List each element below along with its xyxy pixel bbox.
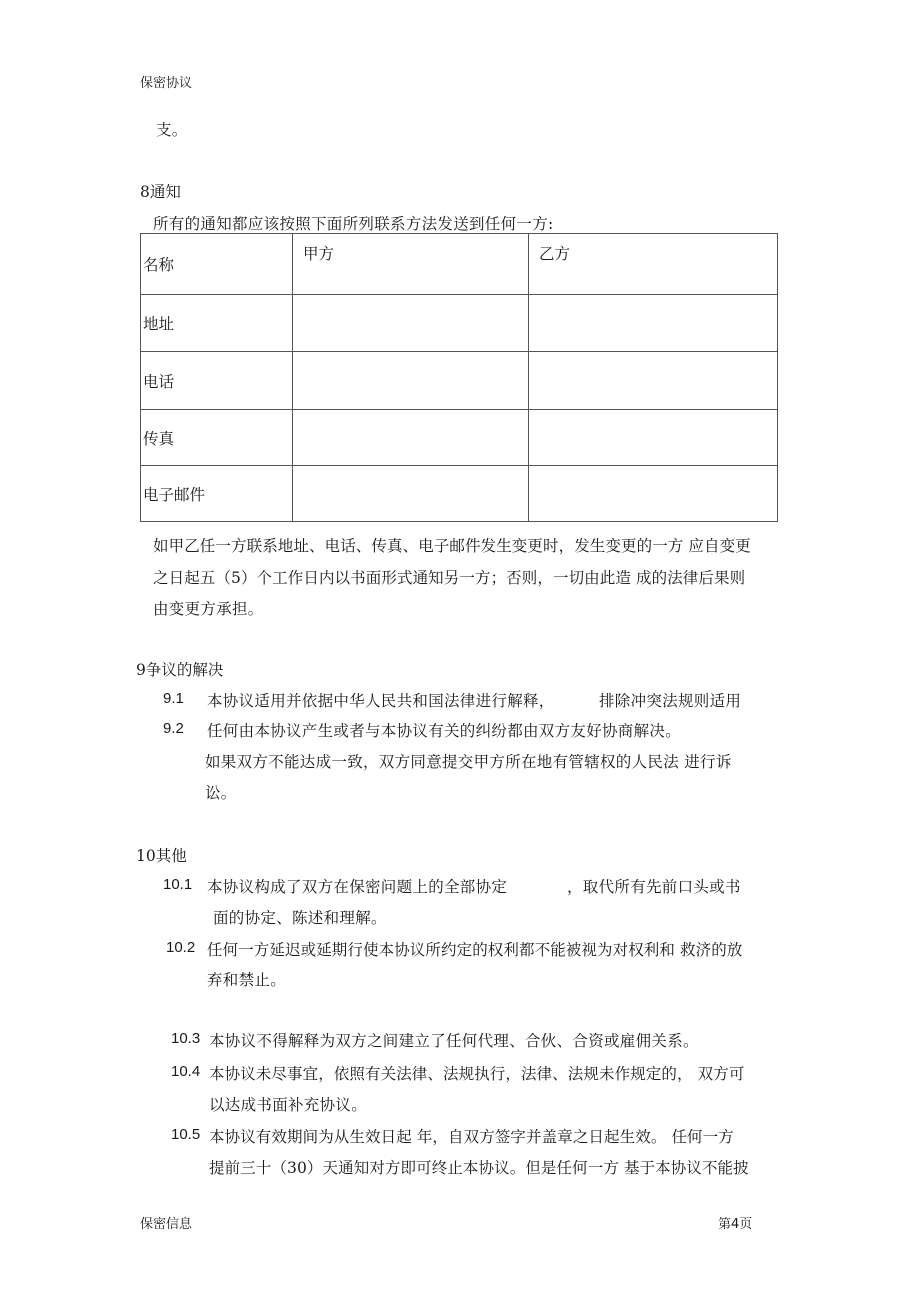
party-b-fax-cell [529,410,778,466]
row-label-address: 地址 [141,295,293,352]
party-b-phone-cell [529,352,778,410]
clause-10-1-text-a: 本协议构成了双方在保密问题上的全部协定 [207,878,508,896]
clause-10-4-text-line-1: 本协议未尽事宜，依照有关法律、法规执行，法律、法规未作规定的， 双方可 [209,1065,745,1083]
section-8-change-notice-line-1: 如甲乙任一方联系地址、电话、传真、电子邮件发生变更时，发生变更的一方 应自变更 [153,537,751,555]
row-label-name: 名称 [141,234,293,295]
clause-9-1-number: 9.1 [163,690,184,707]
clause-9-2-text-line-2: 如果双方不能达成一致，双方同意提交甲方所在地有管辖权的人民法 进行诉 [205,753,732,771]
page-header-title: 保密协议 [140,76,193,91]
clause-9-2-text-line-1: 任何由本协议产生或者与本协议有关的纠纷都由双方友好协商解决。 [207,722,682,740]
footer-page-number: 第4页 [718,1217,753,1232]
clause-10-3-text: 本协议不得解释为双方之间建立了任何代理、合伙、合资或雇佣关系。 [209,1032,699,1050]
column-header-party-a: 甲方 [293,234,529,295]
row-label-phone: 电话 [141,352,293,410]
clause-10-1-text-line-2: 面的协定、陈述和理解。 [213,909,387,927]
clause-9-1-text-a: 本协议适用并依据中华人民共和国法律进行解释， [207,692,555,710]
contact-table [140,233,778,522]
party-a-email-cell [293,466,529,522]
footer-confidential-label: 保密信息 [140,1217,193,1232]
clause-10-2-text-line-1: 任何一方延迟或延期行使本协议所约定的权利都不能被视为对权利和 救济的放 [207,941,743,959]
party-a-fax-cell [293,410,529,466]
column-header-party-b: 乙方 [529,234,778,295]
section-8-intro: 所有的通知都应该按照下面所列联系方法发送到任何一方: [153,215,554,233]
clause-10-1-number: 10.1 [163,876,193,893]
party-a-address-cell [293,295,529,352]
party-b-email-cell [529,466,778,522]
section-8-heading: 8通知 [140,183,181,201]
continued-text-fragment: 支。 [156,121,188,139]
clause-10-4-text-line-2: 以达成书面补充协议。 [209,1096,368,1114]
clause-10-5-number: 10.5 [171,1126,201,1143]
section-8-change-notice-line-3: 由变更方承担。 [153,600,264,618]
party-a-phone-cell [293,352,529,410]
party-b-address-cell [529,295,778,352]
clause-9-2-number: 9.2 [163,720,184,737]
clause-10-4-number: 10.4 [171,1063,201,1080]
section-10-heading: 10其他 [136,847,187,865]
section-9-heading: 9争议的解决 [136,661,224,679]
row-label-email: 电子邮件 [141,466,293,522]
section-8-change-notice-line-2: 之日起五（5）个工作日内以书面形式通知另一方；否则，一切由此造 成的法律后果则 [153,569,746,587]
clause-9-1-text-b: 排除冲突法规则适用 [599,692,742,710]
clause-10-2-number: 10.2 [166,939,196,956]
clause-10-5-text-line-2: 提前三十（30）天通知对方即可终止本协议。但是任何一方 基于本协议不能披 [209,1159,749,1177]
clause-10-3-number: 10.3 [171,1030,201,1047]
clause-10-5-text-line-1: 本协议有效期间为从生效日起 年，自双方签字并盖章之日起生效。 任何一方 [209,1128,734,1146]
clause-9-2-text-line-3: 讼。 [205,784,237,802]
clause-10-1-text-b: ，取代所有先前口头或书 [567,878,741,896]
row-label-fax: 传真 [141,410,293,466]
clause-10-2-text-line-2: 弃和禁止。 [207,971,287,989]
